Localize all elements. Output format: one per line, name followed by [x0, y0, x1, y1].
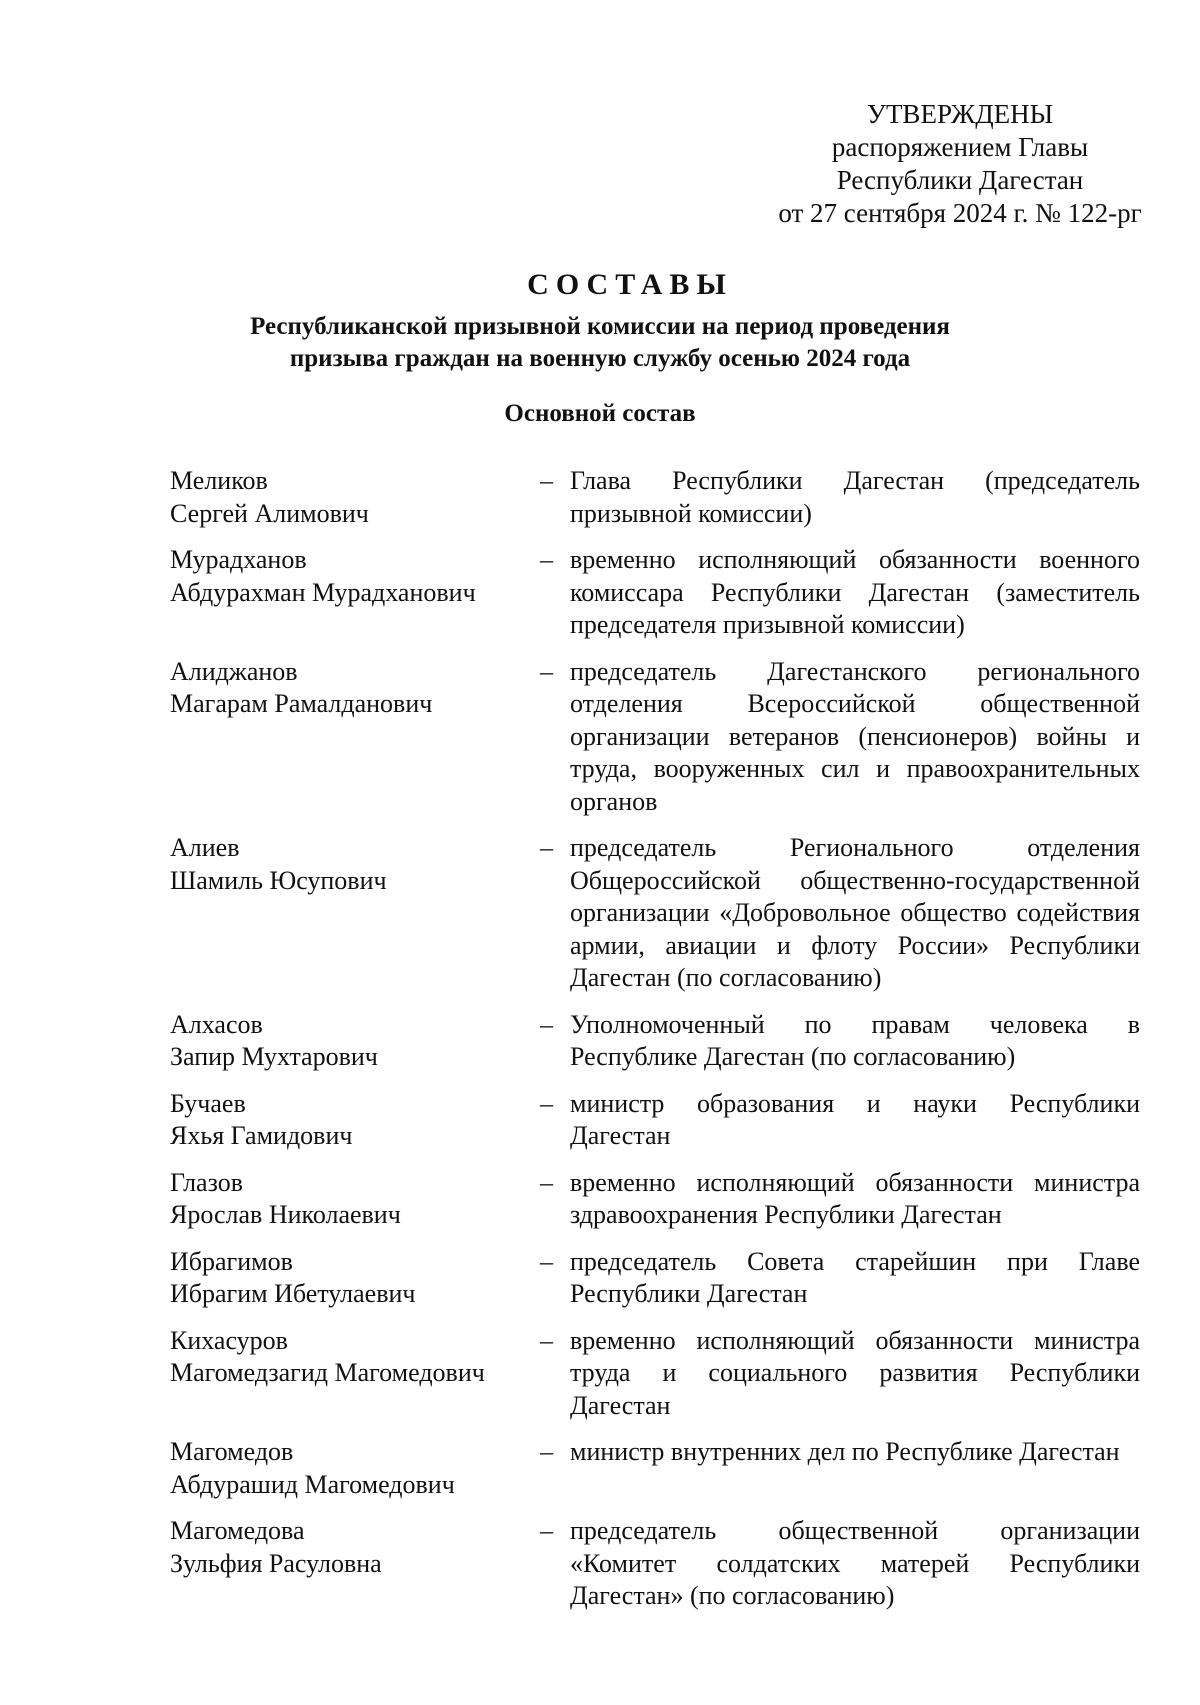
member-name	[170, 832, 540, 995]
member-position: председатель Регионального отделения Общероссийской общественно-государственной организации «Добровольное общество содействия армии, авиации и флоту России» Республики Дагестан (по согласованию)	[570, 833, 1140, 992]
member-row	[170, 1009, 1140, 1074]
member-row	[170, 1325, 1140, 1423]
member-row	[170, 656, 1140, 819]
title-line-3: призыва граждан на военную службу осенью 2024 года	[289, 345, 911, 372]
member-given-names: Зульфия Расуловна	[170, 1548, 382, 1578]
approval-heading: УТВЕРЖДЕНЫ	[866, 99, 1054, 129]
member-name	[170, 1515, 540, 1613]
member-dash: –	[540, 545, 553, 574]
member-given-names: Сергей Алимович	[170, 498, 369, 528]
member-name	[170, 1246, 540, 1311]
member-surname: Меликов	[170, 466, 268, 495]
member-row	[170, 1246, 1140, 1311]
member-dash: –	[540, 1437, 553, 1466]
member-row	[170, 1088, 1140, 1153]
member-surname: Ибрагимов	[170, 1246, 293, 1276]
member-surname: Глазов	[170, 1167, 243, 1197]
member-dash: –	[540, 1325, 553, 1355]
member-row	[170, 1436, 1140, 1501]
member-name	[170, 465, 540, 530]
member-dash: –	[540, 1167, 553, 1197]
member-row	[170, 544, 1140, 642]
member-surname: Кихасуров	[170, 1325, 288, 1355]
member-given-names: Ибрагим Ибетулаевич	[170, 1279, 416, 1308]
member-dash: –	[540, 833, 553, 862]
document-title	[0, 265, 1200, 375]
member-position: председатель Дагестанского регионального отделения Всероссийской общественной организации ветеранов (пенсионеров) войны и труда, вооруженных сил и правоохранительных органов	[570, 656, 1140, 816]
member-name	[170, 656, 540, 819]
member-given-names: Запир Мухтарович	[170, 1042, 378, 1071]
member-given-names: Ярослав Николаевич	[170, 1200, 401, 1229]
member-dash: –	[540, 466, 553, 495]
member-position: Глава Республики Дагестан (председатель призывной комиссии)	[570, 466, 1140, 528]
approval-date-number: от 27 сентября 2024 г. № 122-рг	[778, 198, 1142, 228]
approval-stamp-block	[760, 98, 1160, 230]
member-given-names: Магомедзагид Магомедович	[170, 1358, 485, 1387]
member-row	[170, 465, 1140, 530]
member-surname: Бучаев	[170, 1088, 246, 1118]
member-given-names: Абдурахман Мурадханович	[170, 577, 476, 607]
member-surname: Магомедова	[170, 1516, 305, 1545]
member-position: временно исполняющий обязанности министра здравоохранения Республики Дагестан	[570, 1167, 1140, 1229]
member-surname: Алиджанов	[170, 656, 298, 686]
member-given-names: Абдурашид Магомедович	[170, 1469, 455, 1499]
member-surname: Мурадханов	[170, 545, 307, 574]
member-name	[170, 1088, 540, 1153]
member-dash: –	[540, 1088, 553, 1118]
member-position: министр образования и науки Республики Дагестан	[570, 1088, 1140, 1150]
member-given-names: Яхья Гамидович	[170, 1121, 353, 1150]
member-row	[170, 1515, 1140, 1613]
member-name	[170, 544, 540, 642]
member-name	[170, 1325, 540, 1423]
section-title: Основной состав	[504, 400, 696, 427]
member-dash: –	[540, 1009, 553, 1039]
member-name	[170, 1009, 540, 1074]
member-position: временно исполняющий обязанности министра труда и социального развития Республики Дагестан	[570, 1325, 1140, 1420]
member-surname: Магомедов	[170, 1437, 294, 1466]
title-line-2: Республиканской призывной комиссии на период проведения	[250, 313, 950, 340]
member-name	[170, 1436, 540, 1501]
member-name	[170, 1167, 540, 1232]
members-list	[170, 465, 1140, 1627]
member-row	[170, 832, 1140, 995]
member-position: председатель Совета старейшин при Главе Республики Дагестан	[570, 1246, 1140, 1308]
approval-line-2: распоряжением Главы	[831, 132, 1089, 162]
member-position: временно исполняющий обязанности военного комиссара Республики Дагестан (заместитель председателя призывной комиссии)	[570, 545, 1140, 639]
member-surname: Алхасов	[170, 1009, 263, 1039]
member-given-names: Шамиль Юсупович	[170, 865, 387, 895]
member-row	[170, 1167, 1140, 1232]
title-main: СОСТАВЫ	[527, 268, 733, 301]
member-dash: –	[540, 656, 553, 686]
approval-line-3: Республики Дагестан	[836, 165, 1084, 195]
member-given-names: Магарам Рамалданович	[170, 689, 433, 718]
member-position: министр внутренних дел по Республике Дагестан	[570, 1437, 1120, 1466]
member-position: председатель общественной организации «Комитет солдатских матерей Республики Дагестан» (по согласованию)	[570, 1516, 1140, 1610]
member-surname: Алиев	[170, 833, 240, 862]
member-dash: –	[540, 1516, 553, 1545]
member-dash: –	[540, 1246, 553, 1276]
member-position: Уполномоченный по правам человека в Республике Дагестан (по согласованию)	[570, 1009, 1140, 1071]
